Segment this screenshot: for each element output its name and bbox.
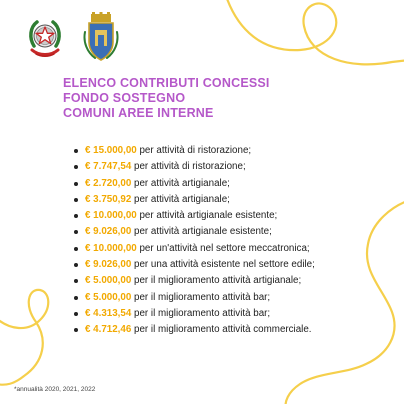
bullet-icon [74, 165, 78, 169]
list-item [70, 257, 315, 273]
page-title [63, 76, 270, 121]
item-description: per attività artigianale; [131, 193, 230, 205]
italian-republic-emblem-icon [27, 16, 63, 62]
item-amount: € 5.000,00 [85, 291, 132, 303]
item-description: per il miglioramento attività bar; [131, 291, 271, 303]
bullet-icon [74, 230, 78, 234]
item-description: per attività artigianale; [131, 177, 230, 189]
item-description: per attività di ristorazione; [131, 161, 246, 173]
item-description: per il miglioramento attività commerciale. [131, 324, 312, 336]
bottom-left-curve [0, 290, 48, 385]
list-item [70, 241, 315, 257]
top-right-curve [226, 0, 404, 64]
item-description: per il miglioramento attività artigianale; [131, 275, 302, 287]
item-amount: € 9.026,00 [85, 226, 132, 238]
bullet-icon [74, 214, 78, 218]
bullet-icon [74, 296, 78, 300]
comune-coat-of-arms-icon [83, 12, 119, 62]
item-amount: € 7.747,54 [85, 161, 132, 173]
item-description: per attività artigianale esistente; [131, 226, 272, 238]
item-description: per attività artigianale esistente; [136, 210, 278, 222]
item-description: per attività di ristorazione; [136, 145, 252, 156]
bullet-icon [74, 198, 78, 202]
item-amount: € 4.712,46 [85, 324, 132, 336]
list-item [70, 306, 315, 322]
list-item [70, 208, 315, 224]
list-item [70, 224, 315, 240]
item-description: per un'attività nel settore meccatronica; [136, 242, 310, 254]
list-item [70, 159, 315, 175]
bullet-icon [74, 328, 78, 332]
list-item [70, 192, 315, 208]
bullet-icon [74, 279, 78, 283]
contributions-list [70, 143, 315, 339]
list-item [70, 273, 315, 289]
list-item [70, 322, 315, 338]
bullet-icon [74, 312, 78, 316]
item-amount: € 10.000,00 [85, 242, 137, 254]
item-description: per il miglioramento attività bar; [131, 307, 271, 319]
item-amount: € 15.000,00 [85, 145, 137, 156]
item-amount: € 9.026,00 [85, 259, 132, 271]
title-line-3: COMUNI AREE INTERNE [63, 106, 214, 120]
bullet-icon [74, 263, 78, 267]
list-item [70, 143, 315, 159]
item-amount: € 2.720,00 [85, 177, 132, 189]
item-description: per una attività esistente nel settore edile; [131, 259, 315, 271]
item-amount: € 4.313,54 [85, 307, 132, 319]
footnote: *annualità 2020, 2021, 2022 [14, 386, 96, 393]
item-amount: € 5.000,00 [85, 275, 132, 287]
bullet-icon [74, 247, 78, 251]
title-line-1: ELENCO CONTRIBUTI CONCESSI [63, 76, 270, 90]
item-amount: € 10.000,00 [85, 210, 137, 222]
bullet-icon [74, 182, 78, 186]
title-line-2: FONDO SOSTEGNO [63, 91, 186, 105]
list-item [70, 290, 315, 306]
item-amount: € 3.750,92 [85, 193, 132, 205]
list-item [70, 176, 315, 192]
bullet-icon [74, 149, 78, 153]
